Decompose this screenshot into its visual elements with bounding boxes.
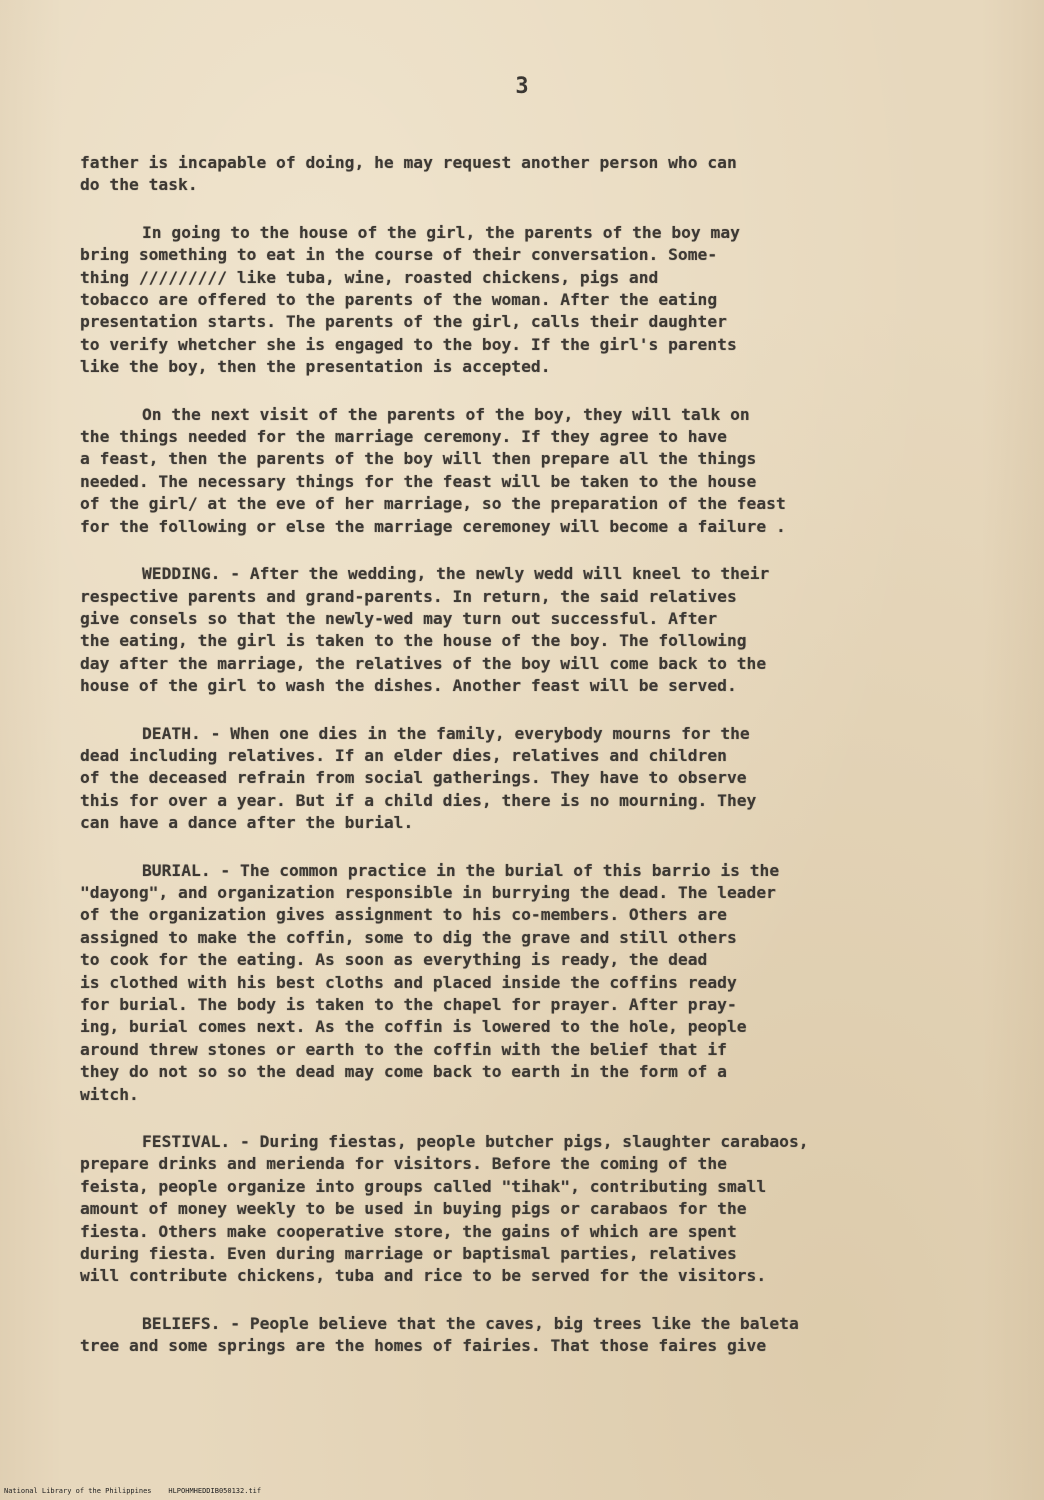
text-line: a feast, then the parents of the boy will then prepare all the things xyxy=(80,449,757,469)
text-line: DEATH. - When one dies in the family, everybody mourns for the xyxy=(142,723,750,743)
page-number: 3 xyxy=(515,74,529,99)
paragraph-presentation xyxy=(80,222,980,379)
text-line: respective parents and grand-parents. In return, the said relatives xyxy=(80,586,737,606)
footer-file: HLPOHMHEDDIB050132.tif xyxy=(168,1487,262,1495)
text-line: to verify whetcher she is engaged to the boy. If the girl's parents xyxy=(80,334,737,354)
text-line: witch. xyxy=(80,1084,139,1104)
text-line: In going to the house of the girl, the parents of the boy may xyxy=(142,222,740,242)
paragraph-beliefs xyxy=(80,1313,980,1358)
text-line: is clothed with his best cloths and placed inside the coffins ready xyxy=(80,972,737,992)
text-line: presentation starts. The parents of the girl, calls their daughter xyxy=(80,312,727,332)
text-line: amount of money weekly to be used in buying pigs or carabaos for the xyxy=(80,1199,747,1219)
text-line: of the girl/ at the eve of her marriage, so the preparation of the feast xyxy=(80,494,786,514)
text-line: father is incapable of doing, he may request another person who can xyxy=(80,153,737,172)
text-line: BURIAL. - The common practice in the burial of this barrio is the xyxy=(142,860,780,880)
paragraph-wedding xyxy=(80,563,980,697)
text-line: for burial. The body is taken to the chapel for prayer. After pray- xyxy=(80,995,737,1014)
text-line: will contribute chickens, tuba and rice to be served for the visitors. xyxy=(80,1266,767,1286)
text-line: "dayong", and organization responsible in burrying the dead. The leader xyxy=(80,882,776,902)
text-line: FESTIVAL. - During fiestas, people butcher pigs, slaughter carabaos, xyxy=(142,1132,809,1152)
text-line: the things needed for the marriage ceremony. If they agree to have xyxy=(80,427,727,447)
text-line: tobacco are offered to the parents of the woman. After the eating xyxy=(80,290,718,310)
text-line: day after the marriage, the relatives of the boy will come back to the xyxy=(80,653,767,673)
text-line: ing, burial comes next. As the coffin is lowered to the hole, people xyxy=(80,1017,747,1037)
text-line: thing ///////// like tuba, wine, roasted chickens, pigs and xyxy=(80,267,659,287)
text-line: house of the girl to wash the dishes. Another feast will be served. xyxy=(80,676,737,696)
document-body xyxy=(80,152,980,1383)
text-line: around threw stones or earth to the coffin with the belief that if xyxy=(80,1039,727,1059)
text-line: fiesta. Others make cooperative store, the gains of which are spent xyxy=(80,1221,737,1241)
text-line: during fiesta. Even during marriage or baptismal parties, relatives xyxy=(80,1244,737,1264)
text-line: do the task. xyxy=(80,175,198,195)
text-line: to cook for the eating. As soon as everything is ready, the dead xyxy=(80,950,708,970)
text-line: the eating, the girl is taken to the house of the boy. The following xyxy=(80,631,747,651)
text-line: assigned to make the coffin, some to dig the grave and still others xyxy=(80,927,737,947)
paragraph-death xyxy=(80,723,980,835)
text-line: feista, people organize into groups called "tihak", contributing small xyxy=(80,1176,767,1196)
text-line: needed. The necessary things for the feast will be taken to the house xyxy=(80,471,757,491)
text-line: of the organization gives assignment to his co-members. Others are xyxy=(80,905,727,925)
text-line: for the following or else the marriage ceremoney will become a failure . xyxy=(80,516,786,536)
text-line: tree and some springs are the homes of fairies. That those faires give xyxy=(80,1336,767,1356)
text-line: like the boy, then the presentation is accepted. xyxy=(80,357,551,377)
scan-footer xyxy=(4,1487,261,1496)
text-line: WEDDING. - After the wedding, the newly wedd will kneel to their xyxy=(142,564,770,584)
text-line: can have a dance after the burial. xyxy=(80,813,414,833)
paragraph-festival xyxy=(80,1131,980,1288)
text-line: bring something to eat in the course of their conversation. Some- xyxy=(80,245,718,265)
text-line: dead including relatives. If an elder dies, relatives and children xyxy=(80,745,727,765)
text-line: of the deceased refrain from social gatherings. They have to observe xyxy=(80,768,747,788)
paragraph-next-visit xyxy=(80,404,980,538)
text-line: BELIEFS. - People believe that the caves, big trees like the baleta xyxy=(142,1313,799,1333)
paragraph-burial xyxy=(80,860,980,1106)
text-line: On the next visit of the parents of the boy, they will talk on xyxy=(142,404,750,424)
footer-library: National Library of the Philippines xyxy=(4,1487,152,1495)
text-line: this for over a year. But if a child dies, there is no mourning. They xyxy=(80,790,757,810)
text-line: give consels so that the newly-wed may turn out successful. After xyxy=(80,608,718,628)
text-line: they do not so so the dead may come back to earth in the form of a xyxy=(80,1062,727,1082)
text-line: prepare drinks and merienda for visitors. Before the coming of the xyxy=(80,1154,727,1174)
paragraph-courtship-continued xyxy=(80,152,980,197)
